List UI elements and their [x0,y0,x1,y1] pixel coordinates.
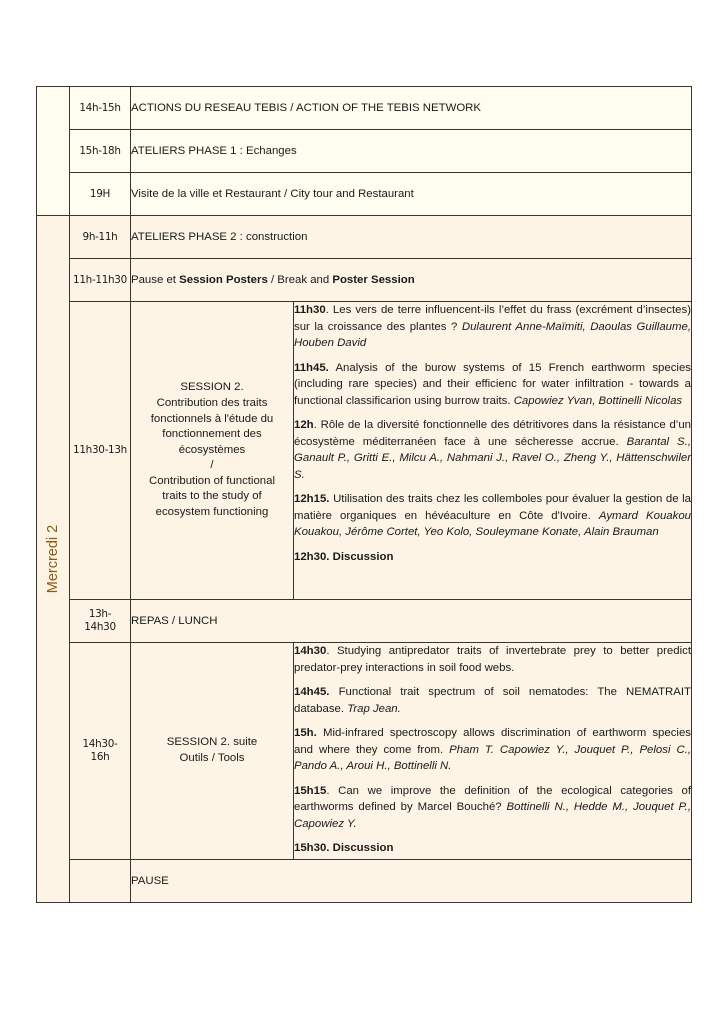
time-cell [70,643,131,860]
day-cell-previous [37,87,70,216]
session-title-line: ecosystem functioning [155,506,269,519]
time-cell: 11h30-13h [70,302,131,600]
talk-authors: Capowiez Yvan, Bottinelli Nicolas [513,394,683,407]
talk-item [294,417,691,483]
schedule-row [37,860,692,903]
bold-segment: Poster Session [332,274,415,286]
talk-title: Mid-infrared spectroscopy allows discrimination of earthworm species and where they come from. [294,727,691,756]
session-title-line: SESSION 2. suite [166,736,258,749]
talk-separator: . [325,304,333,316]
time-line: 14h30- [82,738,118,750]
talk-title: Can we improve the definition of the ecological categories of earthworms defined by Marcel Bouché? [294,784,691,813]
talk-time: 15h15 [294,784,327,797]
time-cell: 19H [70,173,131,216]
talk-authors: Pham T. Capowiez Y., Jouquet P., Pelosi C., Pando A., Aroui H., Bottinelli N. [294,743,691,772]
bold-segment: Session Posters [179,274,268,286]
session-title-cell [131,643,294,860]
activity-cell: ACTIONS DU RESEAU TEBIS / ACTION OF THE TEBIS NETWORK [131,87,692,130]
talk-item [294,725,691,775]
time-cell: 9h-11h [70,216,131,259]
time-line: 14h30 [84,621,116,633]
schedule-row [37,173,692,216]
talk-title: Utilisation des traits chez les collemboles pour évaluer la gestion de la matière organiques en hévéaculture en Côte d'Ivoire. [294,493,691,522]
time-cell [70,860,131,903]
talk-title: Studying antipredator traits of invertebrate prey to better predict predator-prey interactions in soil food webs. [294,645,691,674]
activity-cell: ATELIERS PHASE 1 : Echanges [131,130,692,173]
activity-cell [131,259,692,302]
activity-cell: ATELIERS PHASE 2 : construction [131,216,692,259]
talk-time: 15h. [294,727,317,739]
time-cell [70,600,131,643]
talk-separator: . [313,419,321,431]
talk-time: 11h45. [294,361,329,374]
talk-item [294,360,691,410]
talk-time: 11h30 [294,304,326,316]
talks-cell [294,643,692,860]
session-title-line: SESSION 2. [180,381,244,394]
talk-time: 12h15. [294,493,330,505]
talk-item [294,684,691,717]
session-title-line: Outils / Tools [179,752,245,764]
talks-cell [294,302,692,600]
schedule-row [37,600,692,643]
talk-authors: Barantal S., Ganault P., Gritti E., Milcu A., Nahmani J., Ravel O., Zheng Y., Hättenschwiler S. [294,435,691,481]
talk-title: Functional trait spectrum of soil nematodes: The NEMATRAIT database. [294,686,692,715]
talk-item [294,783,691,833]
session-title-line: écosystèmes [178,443,246,456]
talk-title: Rôle de la diversité fonctionnelle des détritivores dans la résistance d’un écosystème méditerranéen face à une sécheresse accrue. [294,419,691,448]
session-row [37,643,692,860]
session-title-line: Contribution des traits [156,396,268,409]
session-title-line: Contribution of functional [148,474,275,487]
talk-authors: Dulaurent Anne-Maïmiti, Daoulas Guillaume, Houben David [294,320,691,349]
talk-title: Analysis of the burow systems of 15 French earthworm species (including rare species) and their efficienc for water infiltration - towards a functional classificarion using burrow traits. [294,361,691,407]
talk-time: 14h30 [294,645,327,657]
talk-separator: . [326,645,337,657]
session-title-line: traits to the study of [162,490,262,503]
activity-cell: PAUSE [131,860,692,903]
time-line: 16h [90,751,110,763]
time-cell: 15h-18h [70,130,131,173]
session-title-line: fonctionnels à l'étude du [150,412,274,425]
talk-time: 14h45. [294,686,330,698]
time-line: 13h- [88,608,112,620]
day-label: Mercredi 2 [45,524,61,594]
schedule-row [37,259,692,302]
talk-item-discussion [294,549,691,566]
talk-item-discussion [294,840,691,857]
activity-cell: Visite de la ville et Restaurant / City tour and Restaurant [131,173,692,216]
talk-item [294,643,691,676]
talk-item [294,491,691,541]
session-title-line: / [210,459,214,472]
session-row [37,302,692,600]
schedule-row [37,130,692,173]
time-cell: 11h-11h30 [70,259,131,302]
time-cell: 14h-15h [70,87,131,130]
text-segment: Pause et [131,274,180,286]
talk-authors: Aymard Kouakou Kouakou, Jérôme Cortet, Yeo Kolo, Souleymane Konate, Alain Brauman [294,509,692,538]
talk-separator: . [326,784,339,797]
talk-time: 15h30. Discussion [294,842,394,854]
talk-item [294,302,691,352]
day-label-cell [37,216,70,903]
schedule-table [36,86,692,903]
session-title-cell [131,302,294,600]
talk-authors: Trap Jean. [347,702,401,715]
talk-time: 12h30. Discussion [294,550,394,563]
text-segment: / Break and [267,274,333,286]
talk-title: Les vers de terre influencent-ils l’effet du frass (excrément d’insectes) sur la croissance des plantes ? [294,304,691,333]
schedule-row [37,216,692,259]
schedule-row [37,87,692,130]
talk-separator [329,686,338,698]
activity-cell: REPAS / LUNCH [131,600,692,643]
talk-time: 12h [294,419,314,431]
talk-authors: Bottinelli N., Hedde M., Jouquet P., Capowiez Y. [294,801,691,830]
session-title-line: fonctionnement des [162,428,262,441]
